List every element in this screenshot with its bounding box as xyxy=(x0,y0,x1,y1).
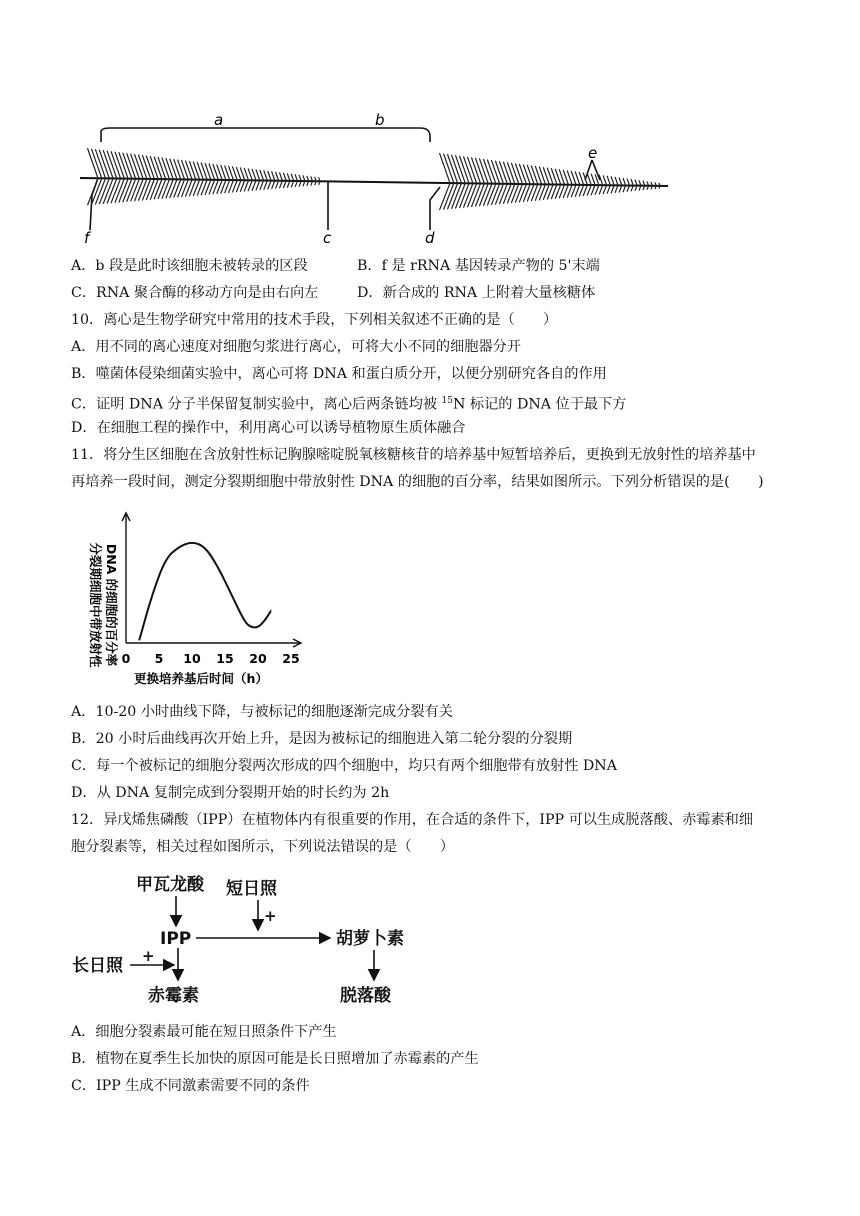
rna-fibril xyxy=(178,160,185,180)
rna-fibril xyxy=(244,168,248,180)
radioactive-cell-chart xyxy=(65,505,325,700)
rna-fibril xyxy=(599,185,603,194)
rna-fibril xyxy=(178,179,185,197)
q11-option-a: A．10-20 小时曲线下降，与被标记的细胞逐渐完成分裂有关 xyxy=(71,704,453,720)
y-label-line2: DNA 的细胞的百分率 xyxy=(104,543,119,667)
q12-option-b: B．植物在夏季生长加快的原因可能是长日照增加了赤霉素的产生 xyxy=(71,1051,479,1067)
rna-fibril xyxy=(150,156,158,179)
rna-fibril xyxy=(611,176,614,185)
rna-fibril xyxy=(135,154,144,179)
rna-fibril xyxy=(279,181,282,189)
rna-fibril xyxy=(487,184,495,206)
x-tick-label: 25 xyxy=(282,651,300,666)
rna-fibril xyxy=(511,163,518,184)
rna-fibril xyxy=(483,184,492,206)
rna-fibril xyxy=(189,161,195,180)
rna-fibril xyxy=(276,172,279,181)
rna-fibril xyxy=(491,160,499,184)
x-tick-label: 10 xyxy=(183,651,201,666)
rna-fibril xyxy=(587,173,591,185)
q12-option-c: C．IPP 生成不同激素需要不同的条件 xyxy=(71,1078,310,1094)
rna-fibril xyxy=(523,184,530,202)
rna-fibril xyxy=(138,179,146,201)
rna-fibril xyxy=(535,166,541,184)
rna-fibril xyxy=(591,185,595,195)
rna-fibril xyxy=(268,181,271,190)
node-ipp: IPP xyxy=(160,929,192,949)
y-axis-label xyxy=(88,542,119,668)
rna-fibril xyxy=(174,179,181,197)
rna-fibril xyxy=(619,185,622,192)
rna-fibril xyxy=(166,158,173,179)
rna-fibril xyxy=(519,184,526,202)
q11-stem-line2: 再培养一段时间，测定分裂期细胞中带放射性 DNA 的细胞的百分率，结果如图所示。下列分析错误的是( ) xyxy=(71,474,764,490)
rna-fibril xyxy=(519,164,526,184)
rna-fibril xyxy=(479,158,488,183)
rna-fibril xyxy=(483,159,492,184)
rna-fibril xyxy=(607,176,610,185)
rna-fibril xyxy=(507,162,515,184)
rna-fibril xyxy=(264,170,268,180)
rna-fibril xyxy=(248,180,252,191)
brace-a-b xyxy=(101,128,430,142)
q9-option-b: B．f 是 rRNA 基因转录产物的 5'末端 xyxy=(357,258,600,274)
rna-fibril xyxy=(272,181,275,189)
rna-fibril xyxy=(162,158,170,180)
rna-fibril xyxy=(491,184,499,205)
rna-fibril xyxy=(623,185,626,192)
rna-fibril xyxy=(499,161,507,184)
rna-fibril xyxy=(138,155,146,179)
node-long-day: 长日照 xyxy=(72,956,123,976)
rna-fibril xyxy=(174,159,181,179)
rna-fibril xyxy=(507,184,515,203)
q12-stem-line2: 胞分裂素等，相关过程如图所示，下列说法错误的是（ ） xyxy=(71,839,455,855)
node-short-day: 短日照 xyxy=(226,879,277,899)
rna-fibril xyxy=(479,184,488,207)
label-f: f xyxy=(84,229,90,247)
q11-stem-line1: 11．将分生区细胞在含放射性标记胸腺嘧啶脱氧核糖核苷的培养基中短暂培养后，更换到无放射性的培养基中 xyxy=(71,447,756,463)
rna-fibril xyxy=(503,162,511,184)
x-tick-label: 0 xyxy=(121,651,131,666)
rna-fibril xyxy=(185,180,192,197)
series-line xyxy=(139,543,271,641)
rna-fibril xyxy=(511,184,518,203)
q12-option-a: A．细胞分裂素最可能在短日照条件下产生 xyxy=(71,1024,337,1040)
rna-fibril xyxy=(127,179,136,202)
rna-fibril xyxy=(166,179,173,198)
y-label-line1: 分裂期细胞中带放射性 xyxy=(88,542,103,668)
x-tick-label: 15 xyxy=(216,651,234,666)
rna-fibril xyxy=(595,185,599,195)
rna-fibril xyxy=(248,168,252,180)
rna-fibril xyxy=(471,183,480,206)
rna-fibril xyxy=(527,165,534,184)
rna-fibril xyxy=(268,171,271,181)
ipp-pathway-diagram xyxy=(60,868,460,1018)
rna-fibril xyxy=(583,185,587,196)
rna-fibril xyxy=(531,166,538,185)
rna-fibril xyxy=(256,180,260,190)
rna-fibril xyxy=(193,162,199,180)
rna-fibril xyxy=(158,179,166,199)
rna-fibril xyxy=(531,184,538,201)
q10-option-d: D．在细胞工程的操作中，利用离心可以诱导植物原生质体融合 xyxy=(71,420,466,436)
q12-stem-line1: 12．异戊烯焦磷酸（IPP）在植物体内有很重要的作用，在合适的条件下，IPP 可以生成脱落酸、赤霉素和细 xyxy=(71,812,754,828)
rna-fibril xyxy=(131,179,140,202)
rna-fibril xyxy=(591,174,595,185)
rna-fibril xyxy=(158,157,166,179)
rna-fibril xyxy=(499,184,507,204)
q10-option-c: C．证明 DNA 分子半保留复制实验中，离心后两条链均被 $^{15}$N 标记的 DNA 位于最下方 xyxy=(71,396,627,413)
rna-fibril xyxy=(487,160,495,184)
rna-fibril xyxy=(252,169,256,180)
rna-fibril xyxy=(523,164,530,184)
rna-fibril xyxy=(291,174,293,181)
rna-fibril xyxy=(615,177,618,185)
rna-fibril xyxy=(623,178,626,185)
plus-short-day: + xyxy=(264,907,277,925)
rna-fibril xyxy=(615,185,618,193)
node-mevalonic-acid: 甲瓦龙酸 xyxy=(136,875,204,895)
rna-fibril xyxy=(142,179,150,200)
rna-fibril xyxy=(260,180,264,190)
q11-option-d: D．从 DNA 复制完成到分裂期开始的时长约为 2h xyxy=(71,785,390,801)
x-tick-label: 20 xyxy=(249,651,267,666)
rna-fibril xyxy=(252,180,256,190)
node-carotene: 胡萝卜素 xyxy=(336,929,404,949)
rna-fibril xyxy=(260,170,264,181)
rna-fibril xyxy=(603,185,606,194)
rna-fibril xyxy=(495,184,503,205)
q11-option-b: B．20 小时后曲线再次开始上升，是因为被标记的细胞进入第二轮分裂的分裂期 xyxy=(71,731,573,747)
rna-fibril xyxy=(256,169,260,180)
rna-fibril xyxy=(579,185,583,197)
rna-fibril xyxy=(475,158,484,184)
rna-fibril xyxy=(287,181,290,188)
rna-fibril xyxy=(579,172,583,185)
label-c: c xyxy=(323,229,332,247)
rna-fibril xyxy=(182,179,189,196)
rna-fibril xyxy=(162,179,170,198)
rna-fibril xyxy=(146,179,154,200)
q9-option-c: C．RNA 聚合酶的移动方向是由右向左 xyxy=(71,285,319,301)
rna-fibril xyxy=(276,181,279,189)
node-gibberellin: 赤霉素 xyxy=(148,986,199,1006)
rna-fibril xyxy=(515,184,522,203)
rna-fibril xyxy=(272,171,275,180)
rna-fibril xyxy=(475,184,484,207)
rna-fibril xyxy=(527,184,534,201)
rna-fibril xyxy=(189,180,195,197)
rna-fibril xyxy=(283,181,286,188)
rna-fibril xyxy=(142,155,150,179)
rna-fibril xyxy=(264,181,268,190)
rna-fibril xyxy=(135,179,144,201)
rna-fibril xyxy=(170,159,177,180)
rna-fibril xyxy=(146,156,154,179)
rna-fibril xyxy=(150,179,158,200)
rna-fibril xyxy=(611,185,614,193)
rna-fibril xyxy=(131,154,140,179)
x-tick-label: 5 xyxy=(154,651,164,666)
q9-option-d: D．新合成的 RNA 上附着大量核糖体 xyxy=(357,285,596,301)
label-d: d xyxy=(425,229,435,247)
rna-fibril xyxy=(607,185,610,193)
rna-fibril xyxy=(154,157,162,180)
plus-long-day: + xyxy=(142,947,155,965)
rna-fibril xyxy=(193,180,199,196)
rna-fibril xyxy=(283,173,286,181)
rna-fibril xyxy=(279,172,282,180)
rna-fibril xyxy=(287,173,290,181)
q10-option-b: B．噬菌体侵染细菌实验中，离心可将 DNA 和蛋白质分开，以便分别研究各自的作用 xyxy=(71,366,607,382)
q9-option-a: A．b 段是此时该细胞未被转录的区段 xyxy=(71,258,308,274)
rna-fibril xyxy=(182,160,189,179)
rna-fibril xyxy=(244,180,248,191)
rna-fibril xyxy=(503,184,511,204)
rna-fibril xyxy=(627,179,629,186)
label-b: b xyxy=(375,111,385,129)
transcription-figure xyxy=(0,0,860,250)
node-abscisic-acid: 脱落酸 xyxy=(340,986,391,1006)
rna-fibril xyxy=(185,161,192,180)
rna-fibril xyxy=(170,179,177,198)
q11-option-c: C．每一个被标记的细胞分裂两次形成的四个细胞中，均只有两个细胞带有放射性 DNA xyxy=(71,758,617,774)
q10-stem: 10．离心是生物学研究中常用的技术手段，下列相关叙述不正确的是（ ） xyxy=(71,312,558,328)
rna-fibril xyxy=(154,179,162,199)
x-axis-label: 更换培养基后时间（h） xyxy=(134,671,268,686)
label-e: e xyxy=(588,144,598,162)
rna-fibril xyxy=(587,185,591,196)
rna-fibril xyxy=(515,163,522,184)
rna-fibril xyxy=(619,177,622,185)
q10-option-a: A．用不同的离心速度对细胞匀浆进行离心，可将大小不同的细胞器分开 xyxy=(71,339,522,355)
rna-fibril xyxy=(495,161,503,184)
label-a: a xyxy=(214,111,224,129)
rna-fibril xyxy=(603,175,606,185)
